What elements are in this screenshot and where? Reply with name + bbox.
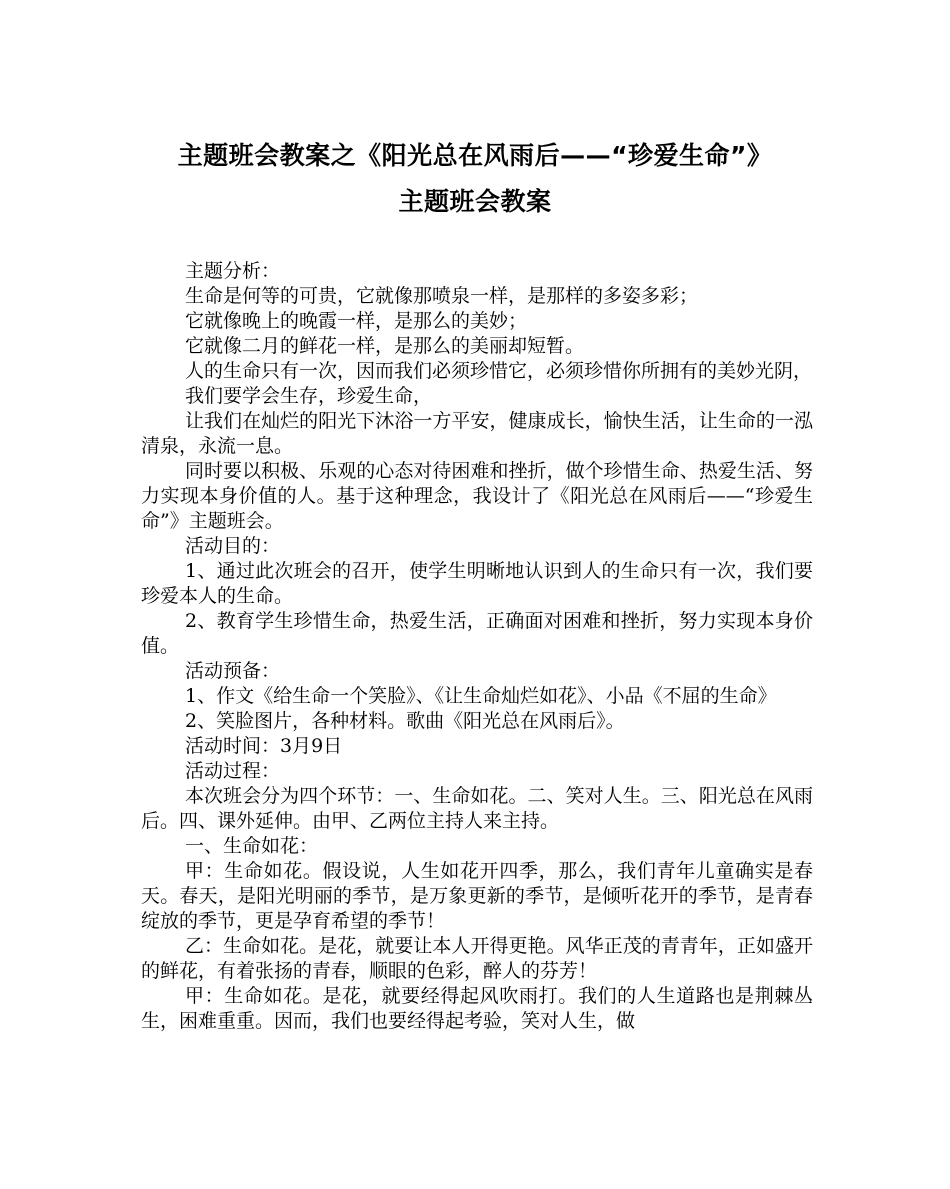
paragraph-section-heading: 一、生命如花： xyxy=(185,835,319,857)
document-title-line1: 主题班会教案之《阳光总在风雨后——“珍爱生命”》 xyxy=(177,141,773,170)
paragraph: 乙：生命如花。是花，就要让本人开得更艳。风华正茂的青青年，正如盛开的鲜花，有着张扬的青春，顺眼的色彩，醉人的芬芳！ xyxy=(141,935,813,982)
paragraph: 它就像二月的鲜花一样，是那么的美丽却短暂。 xyxy=(185,335,585,357)
paragraph: 生命是何等的可贵，它就像那喷泉一样，是那样的多姿多彩； xyxy=(185,285,699,307)
paragraph: 甲：生命如花。假设说，人生如花开四季，那么，我们青年儿童确实是春天。春天，是阳光明丽的季节，是万象更新的季节，是倾听花开的季节，是青春绽放的季节，更是孕育希望的季节！ xyxy=(141,860,813,932)
document-body xyxy=(141,259,813,1034)
paragraph: 它就像晚上的晚霞一样，是那么的美妙； xyxy=(185,310,528,332)
paragraph: 人的生命只有一次，因而我们必须珍惜它，必须珍惜你所拥有的美妙光阴， xyxy=(185,360,813,382)
paragraph: 甲：生命如花。是花，就要经得起风吹雨打。我们的人生道路也是荆棘丛生，困难重重。因而，我们也要经得起考验，笑对人生，做 xyxy=(141,985,813,1032)
paragraph: 1、通过此次班会的召开，使学生明晰地认识到人的生命只有一次，我们要珍爱本人的生命。 xyxy=(141,560,813,607)
paragraph: 2、笑脸图片，各种材料。歌曲《阳光总在风雨后》。 xyxy=(185,710,625,732)
paragraph: 本次班会分为四个环节：一、生命如花。二、笑对人生。三、阳光总在风雨后。四、课外延伸。由甲、乙两位主持人来主持。 xyxy=(141,785,813,832)
document-title-line2: 主题班会教案 xyxy=(398,187,552,216)
paragraph: 同时要以积极、乐观的心态对待困难和挫折，做个珍惜生命、热爱生活、努力实现本身价值的人。基于这种理念，我设计了《阳光总在风雨后——“珍爱生命”》主题班会。 xyxy=(141,460,813,532)
paragraph-time: 活动时间：3月9日 xyxy=(185,735,343,757)
paragraph-goal-heading: 活动目的： xyxy=(185,535,281,557)
paragraph-process-heading: 活动过程： xyxy=(185,760,281,782)
paragraph-topic-heading: 主题分析： xyxy=(185,260,281,282)
paragraph: 我们要学会生存，珍爱生命， xyxy=(185,385,433,407)
paragraph-prep-heading: 活动预备： xyxy=(185,660,281,682)
paragraph: 1、作文《给生命一个笑脸》、《让生命灿烂如花》、小品《不屈的生命》 xyxy=(185,685,777,707)
paragraph: 让我们在灿烂的阳光下沐浴一方平安，健康成长，愉快生活，让生命的一泓清泉，永流一息。 xyxy=(141,410,813,457)
paragraph: 2、教育学生珍惜生命，热爱生活，正确面对困难和挫折，努力实现本身价值。 xyxy=(141,610,813,657)
